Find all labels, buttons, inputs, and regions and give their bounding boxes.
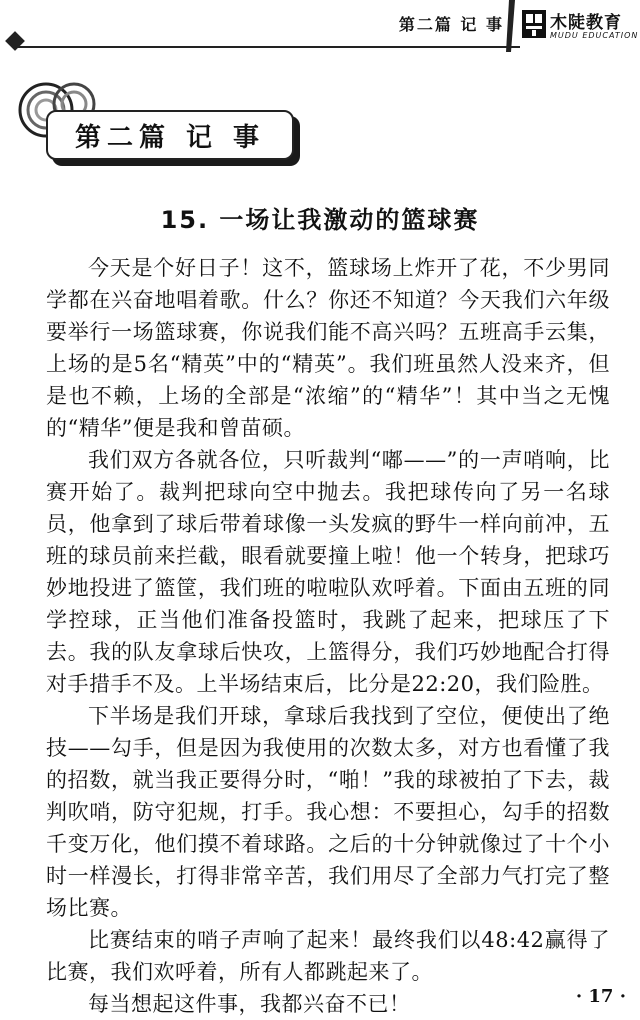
chapter-banner xyxy=(16,70,316,170)
header-rule xyxy=(14,46,520,48)
brand-logo xyxy=(520,6,639,46)
chapter-title-box xyxy=(46,110,294,160)
brand-subtitle: MUDU EDUCATION xyxy=(550,31,639,40)
paragraph-4: 比赛结束的哨子声响了起来！最终我们以48:42赢得了比赛，我们欢呼着，所有人都跳起来了。 xyxy=(46,928,610,984)
brand-name: 木陡教育 xyxy=(550,13,622,33)
article-title: 15. 一场让我激动的篮球赛 xyxy=(160,206,480,234)
paragraph-2: 我们双方各就各位，只听裁判“嘟——”的一声哨响，比赛开始了。裁判把球向空中抛去。我把球传向了另一名球员，他拿到了球后带着球像一头发疯的野牛一样向前冲，五班的球员前来拦截，眼看就要撞上啦！他一个转身，把球巧妙地投进了篮筐，我们班的啦啦队欢呼着。下面由五班的同学控球，正当他们准备投篮时，我跳了起来，把球压了下去。我的队友拿球后快攻，上篮得分，我们巧妙地配合打得对手措手不及。上半场结束后，比分是22:20，我们险胜。 xyxy=(46,448,610,696)
paragraph-1: 今天是个好日子！这不，篮球场上炸开了花，不少男同学都在兴奋地唱着歌。什么？你还不知道？今天我们六年级要举行一场篮球赛，你说我们能不高兴吗？五班高手云集，上场的是5名“精英”中的“精英”。我们班虽然人没来齐，但是也不赖，上场的全部是“浓缩”的“精华”！其中当之无愧的“精华”便是我和曾苗硕。 xyxy=(46,256,610,440)
chapter-title: 第二篇 记 事 xyxy=(74,123,266,153)
paragraph-5: 每当想起这件事，我都兴奋不已！ xyxy=(88,992,411,1016)
paragraph-3: 下半场是我们开球，拿球后我找到了空位，便使出了绝技——勾手，但是因为我使用的次数太多，对方也看懂了我的招数，就当我正要得分时，“啪！”我的球被拍了下去，裁判吹哨，防守犯规，打手。我心想：不要担心，勾手的招数千变万化，他们摸不着球路。之后的十分钟就像过了十个小时一样漫长，打得非常辛苦，我们用尽了全部力气打完了整场比赛。 xyxy=(46,704,610,920)
header-separator-icon xyxy=(506,0,518,52)
article-body xyxy=(46,252,610,1020)
page-number: · 17 · xyxy=(575,986,626,1007)
header-section-label: 第二篇 记 事 xyxy=(398,15,504,34)
brand-logo-icon xyxy=(520,6,548,42)
running-header xyxy=(0,0,640,52)
